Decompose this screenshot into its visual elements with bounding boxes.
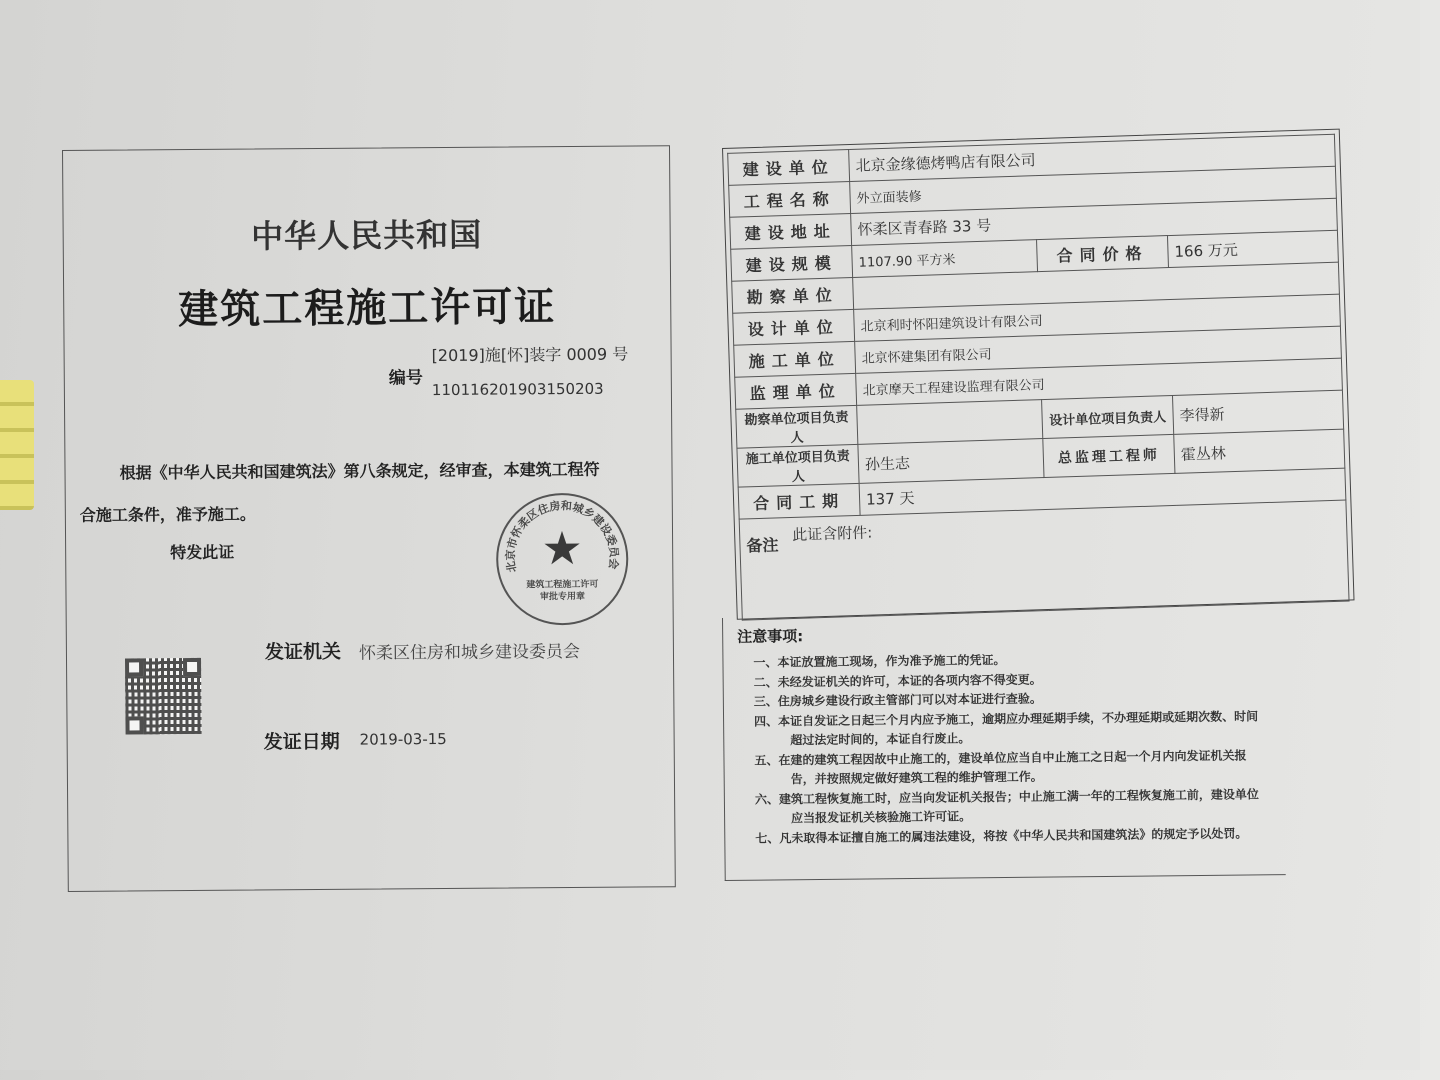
issuer-label: 发证机关 — [264, 640, 342, 664]
row-value — [857, 400, 1043, 445]
qr-code — [125, 658, 202, 735]
note-item: 五、在建的建筑工程因故中止施工的，建设单位应当自中止施工之日起一个月内向发证机关报告，并按照规定做好建筑工程的维护管理工作。 — [754, 748, 1247, 787]
permit-cover-page — [62, 145, 676, 892]
row-value: 166 万元 — [1167, 230, 1338, 267]
row-value: 孙生志 — [858, 439, 1044, 484]
issue-date: 2019-03-15 — [359, 729, 447, 749]
row-value: 137 天 — [859, 468, 1346, 515]
row-value: 北京怀建集团有限公司 — [855, 326, 1342, 373]
remarks-label: 备注 — [746, 535, 779, 556]
row-label: 建设地址 — [730, 213, 852, 249]
body-text-2: 合施工条件，准予施工。 — [79, 504, 256, 525]
note-item: 四、本证自发证之日起三个月内应予施工，逾期应办理延期手续，不办理延期或延期次数、时间超过法定时间的，本证自行废止。 — [754, 708, 1259, 748]
row-label: 监理单位 — [735, 373, 857, 409]
notes-title: 注意事项: — [737, 627, 804, 646]
permit-number: [2019]施[怀]装字 0009 号 — [431, 344, 629, 366]
note-item: 二、未经发证机关的许可，本证的各项内容不得变更。 — [753, 672, 1042, 690]
row-value: 北京摩天工程建设监理有限公司 — [856, 358, 1343, 405]
seal-center-text: 建筑工程施工许可 审批专用章 — [526, 579, 599, 603]
row-label: 施工单位项目负责人 — [737, 444, 859, 487]
row-label: 总监理工程师 — [1043, 434, 1175, 477]
star-icon: ★ — [541, 520, 583, 576]
row-value: 北京利时怀阳建筑设计有限公司 — [854, 294, 1341, 341]
note-item: 七、凡未取得本证擅自施工的属违法建设，将按《中华人民共和国建筑法》的规定予以处罚。 — [755, 826, 1248, 846]
date-label: 发证日期 — [263, 730, 340, 754]
note-item: 一、本证放置施工现场，作为准予施工的凭证。 — [753, 653, 1006, 670]
row-label: 合同价格 — [1037, 236, 1169, 272]
row-label: 建设规模 — [731, 245, 853, 281]
notes-list — [737, 648, 1269, 849]
row-value: 霍丛林 — [1174, 429, 1345, 473]
row-label: 勘察单位项目负责人 — [736, 405, 858, 448]
body-text-1: 根据《中华人民共和国建筑法》第八条规定，经审查，本建筑工程符 — [119, 459, 600, 483]
row-label: 工程名称 — [729, 182, 851, 218]
number-label: 编号 — [388, 368, 423, 389]
row-label: 建设单位 — [728, 150, 850, 186]
permit-code: 110116201903150203 — [431, 379, 604, 400]
row-label: 施工单位 — [734, 341, 856, 377]
row-value: 1107.90 平方米 — [852, 240, 1038, 278]
note-item: 六、建筑工程恢复施工时，应当向发证机关报告；中止施工满一年的工程恢复施工前，建设单位应当报发证机关核验施工许可证。 — [754, 786, 1259, 826]
remarks-row — [739, 500, 1349, 620]
row-value: 怀柔区青春路 33 号 — [851, 198, 1338, 245]
issuer-value: 怀柔区住房和城乡建设委员会 — [358, 641, 581, 664]
note-item: 三、住房城乡建设行政主管部门可以对本证进行查验。 — [753, 691, 1042, 709]
row-value: 李得新 — [1172, 390, 1343, 434]
row-value: 北京金缘德烤鸭店有限公司 — [849, 134, 1336, 181]
svg-text:北京市怀柔区住房和城乡建设委员会: 北京市怀柔区住房和城乡建设委员会 — [504, 499, 621, 574]
permit-title: 建筑工程施工许可证 — [178, 284, 557, 334]
row-label: 设计单位 — [733, 309, 855, 345]
row-label: 勘察单位 — [732, 277, 854, 313]
remarks-value: 此证含附件: — [791, 523, 873, 544]
remarks-cell — [739, 500, 1349, 620]
permit-info-table-box — [722, 129, 1355, 620]
binder-clip — [0, 380, 34, 510]
row-label: 设计单位项目负责人 — [1042, 395, 1174, 438]
body-text-3: 特发此证 — [170, 542, 235, 563]
permit-info-table — [727, 134, 1349, 621]
row-value: 外立面装修 — [850, 166, 1337, 213]
official-seal — [496, 493, 629, 626]
row-label: 合同工期 — [738, 483, 860, 519]
notes-section — [722, 612, 1286, 881]
country-title: 中华人民共和国 — [251, 215, 483, 256]
